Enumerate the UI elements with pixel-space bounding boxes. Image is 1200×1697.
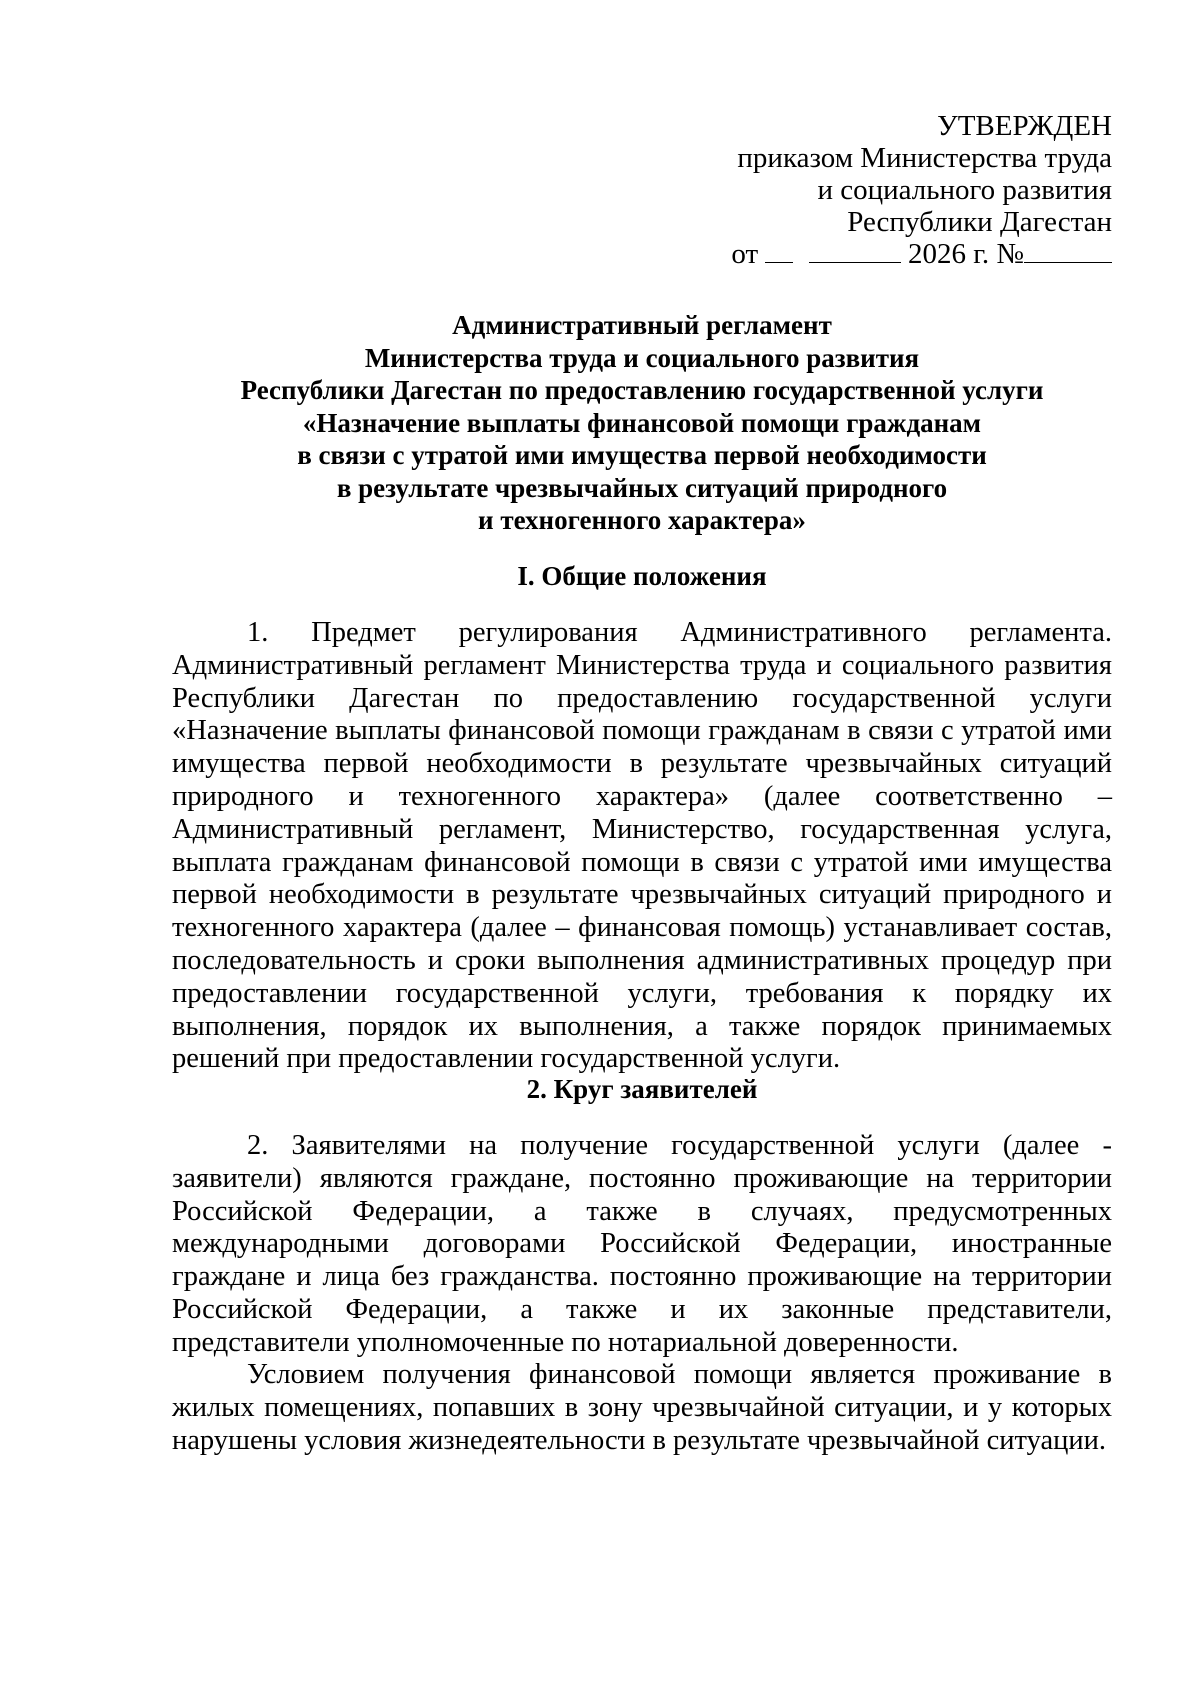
title-line-2: Министерства труда и социального развития <box>364 342 920 373</box>
section-heading-applicants: 2. Круг заявителей <box>526 1074 758 1104</box>
title-line-7: и техногенного характера» <box>478 505 806 535</box>
approval-order-line: приказом Министерства труда <box>737 142 1112 174</box>
approval-ministry-line: и социального развития <box>817 174 1112 206</box>
date-prefix: от <box>731 238 759 270</box>
paragraph-3: Условием получения финансовой помощи является проживание в жилых помещениях, попавших в зону чрезвычайной ситуации, и у которых нарушены условия жизнедеятельности в результате чрезвычайной ситуации. <box>172 1359 1112 1456</box>
approval-stamp <box>552 110 1112 270</box>
approval-date-line <box>552 238 1112 270</box>
title-line-1: Административный регламент <box>452 310 832 340</box>
date-day-blank <box>765 238 793 263</box>
document-title <box>172 309 1112 537</box>
order-number-blank <box>1024 238 1112 263</box>
title-line-3: Республики Дагестан по предоставлению государственной услуги <box>240 375 1044 405</box>
paragraph-2: 2. Заявителями на получение государственной услуги (далее - заявители) являются граждане, постоянно проживающие на территории Российской Федерации, а также в случаях, предусмотренных международными договорами Российской Федерации, иностранные граждане и лица без гражданства. постоянно проживающие на территории Российской Федерации, а также и их законные представители, представители уполномоченные по нотариальной доверенности. <box>172 1130 1112 1358</box>
title-line-6: в результате чрезвычайных ситуаций природного <box>336 472 948 503</box>
approval-title: УТВЕРЖДЕН <box>937 110 1112 142</box>
approval-republic-line: Республики Дагестан <box>847 206 1112 238</box>
date-month-blank <box>809 238 901 263</box>
paragraph-1: 1. Предмет регулирования Административного регламента. Административный регламент Министерства труда и социального развития Республики Дагестан по предоставлению государственной услуги «Назначение выплаты финансовой помощи гражданам в связи с утратой ими имущества первой необходимости в результате чрезвычайных ситуаций природного и техногенного характера» (далее соответственно – Административный регламент, Министерство, государственная услуга, выплата гражданам финансовой помощи в связи с утратой ими имущества первой необходимости в результате чрезвычайных ситуаций природного и техногенного характера (далее – финансовая помощь) устанавливает состав, последовательность и сроки выполнения административных процедур при предоставлении государственной услуги, требования к порядку их выполнения, порядок их выполнения, а также порядок принимаемых решений при предоставлении государственной услуги. <box>172 617 1112 1075</box>
title-line-5: в связи с утратой ими имущества первой необходимости <box>297 440 987 470</box>
section-heading-general: I. Общие положения <box>517 561 767 591</box>
title-line-4: «Назначение выплаты финансовой помощи гражданам <box>302 407 982 438</box>
date-year-number: 2026 г. № <box>907 238 1024 270</box>
